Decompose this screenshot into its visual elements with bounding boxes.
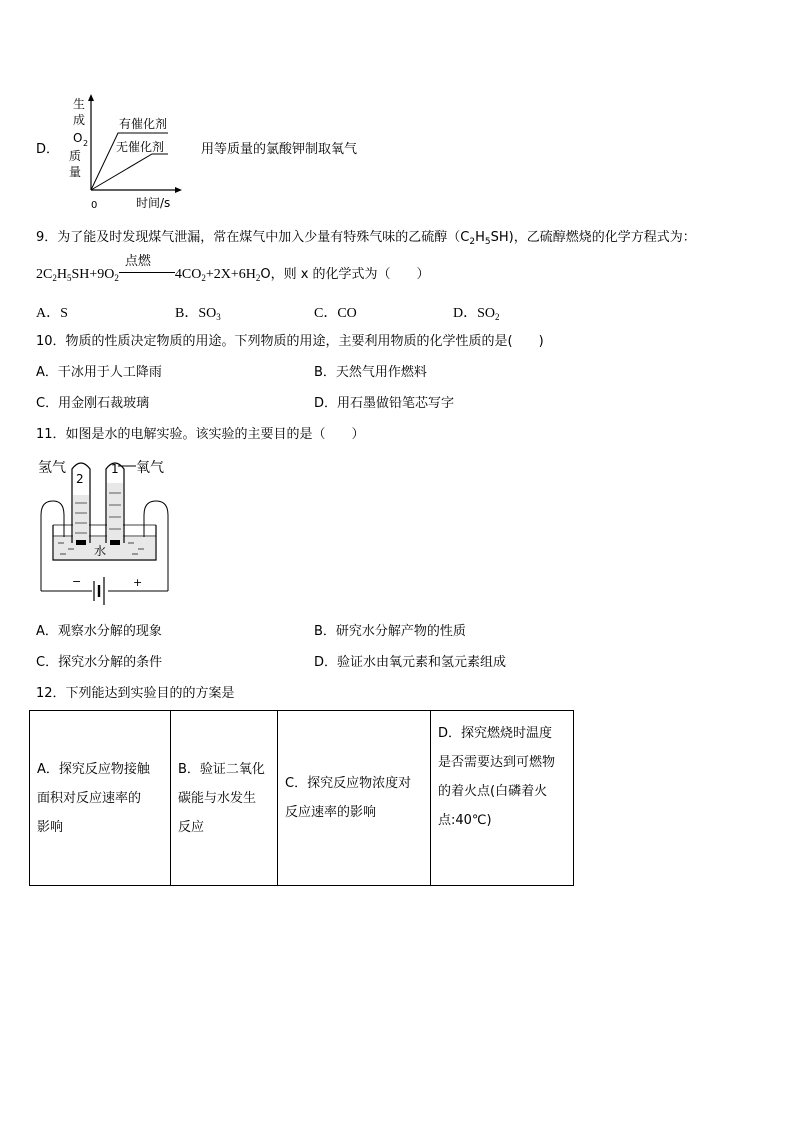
electrode-left [76, 540, 86, 545]
reaction-arrow [119, 254, 175, 278]
label-oxygen: 氧气 [136, 460, 164, 476]
q8-option-d-label: D． [36, 142, 60, 157]
q9-stem: 9．为了能及时发现煤气泄漏，常在煤气中加入少量有特殊气味的乙硫醇$(C_2H_5SH)$，乙硫醇燃烧的化学方程式为： [36, 230, 696, 247]
q9-option-c[interactable]: C．CO [314, 306, 357, 321]
graph-y-char-4: 2 [83, 139, 89, 148]
graph-x-label: 时间/s [136, 196, 171, 210]
graph-y-char-5: 质 [69, 149, 82, 163]
graph-y-char-6: 量 [69, 165, 82, 179]
q8-graph [60, 92, 190, 214]
q9-option-a[interactable]: A．S [36, 306, 68, 321]
graph-origin: 0 [91, 200, 98, 211]
q8-option-d-text: 用等质量的氯酸钾制取氧气 [201, 142, 358, 157]
graph-x-arrow [175, 187, 182, 193]
q11-option-d[interactable]: D．验证水由氧元素和氢元素组成 [314, 655, 507, 670]
q12-option-c[interactable]: C．探究反应物浓度对 反应速率的影响 [278, 711, 431, 886]
q10-option-b[interactable]: B．天然气用作燃料 [314, 365, 427, 380]
q9-equation: $2C_2H_5SH+9O_2$ 点燃 $4CO_2+2X+6H_2O$，则 x 的化学式为（ ） [36, 263, 430, 283]
q11-option-b[interactable]: B．研究水分解产物的性质 [314, 624, 466, 639]
q10-stem: 10．物质的性质决定物质的用途。下列物质的用途，主要利用物质的化学性质的是( ) [36, 334, 544, 349]
graph-y-char-1: 生 [73, 97, 86, 111]
graph-line-no-catalyst [91, 154, 168, 190]
graph-label-catalyst: 有催化剂 [119, 117, 168, 131]
q10-option-a[interactable]: A．干冰用于人工降雨 [36, 365, 162, 380]
q12-options-table [29, 710, 574, 886]
q12-stem: 12．下列能达到实验目的的方案是 [36, 686, 235, 701]
electrode-right [110, 540, 120, 545]
terminal-plus: + [133, 576, 143, 589]
label-water: 水 [94, 544, 107, 558]
q9-option-b[interactable]: B．$SO_3$ [175, 306, 221, 322]
q11-stem: 11．如图是水的电解实验。该实验的主要目的是（ ） [36, 427, 365, 442]
q12-option-b[interactable]: B．验证二氧化 碳能与水发生 反应 [171, 711, 278, 886]
q9-option-d[interactable]: D．$SO_2$ [453, 306, 500, 322]
tube-label-1: 1 [111, 462, 119, 476]
graph-y-char-2: 成 [73, 113, 86, 127]
q10-option-c[interactable]: C．用金刚石裁玻璃 [36, 396, 150, 411]
q11-option-c[interactable]: C．探究水分解的条件 [36, 655, 163, 670]
label-hydrogen: 氢气 [38, 460, 66, 476]
graph-y-char-3: O [73, 131, 83, 145]
q12-option-a[interactable]: A．探究反应物接触 面积对反应速率的 影响 [30, 711, 171, 886]
graph-label-no-catalyst: 无催化剂 [116, 140, 165, 154]
graph-y-arrow [88, 94, 94, 101]
reaction-condition: 点燃 [124, 254, 151, 269]
terminal-minus: − [72, 575, 82, 588]
q11-option-a[interactable]: A．观察水分解的现象 [36, 624, 162, 639]
q10-option-d[interactable]: D．用石墨做铅笔芯写字 [314, 396, 455, 411]
q12-option-d[interactable]: D．探究燃烧时温度 是否需要达到可燃物 的着火点(白磷着火 点:40℃) [431, 711, 574, 886]
tube-label-2: 2 [76, 472, 84, 486]
electrolysis-figure [36, 455, 171, 607]
